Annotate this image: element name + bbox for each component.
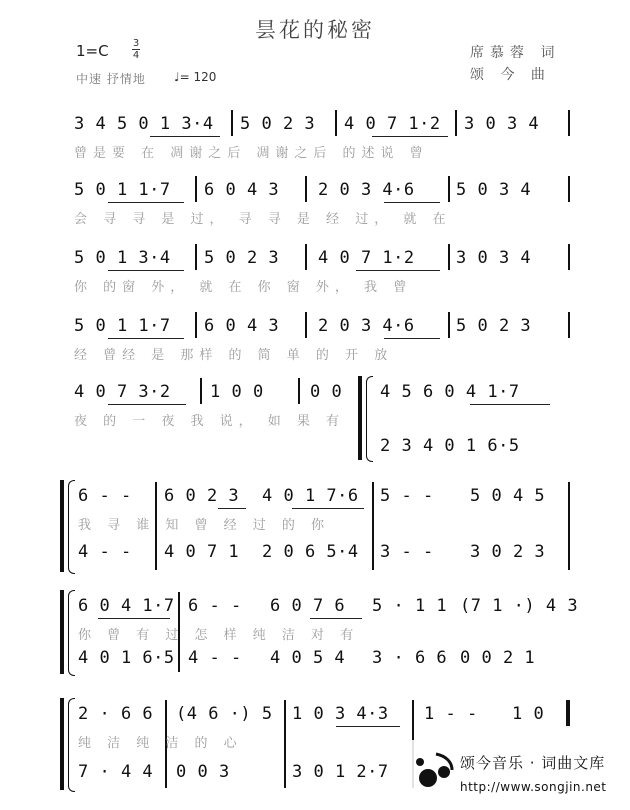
lyric-line: 纯 洁 纯 洁 的 心 [78, 736, 243, 751]
bar-line [335, 110, 337, 136]
measure: 2 0 3 4·6 [318, 180, 415, 200]
section-bar [60, 698, 64, 790]
score-title: 昙花的秘密 [255, 18, 375, 42]
bar-line [568, 176, 570, 202]
bar-line [372, 482, 374, 570]
composer-credit: 颂 今 曲 [470, 67, 551, 83]
beam-underline [356, 270, 440, 271]
staff-brace [68, 480, 75, 574]
bar-line [568, 482, 570, 570]
beam-underline [150, 136, 220, 137]
tempo-marking: 中速 抒情地 [76, 72, 146, 86]
measure-lower-voice: 3 - - [380, 542, 434, 562]
measure: 5 0 1 1·7 [74, 316, 171, 336]
measure: 6 0 2 3 [164, 486, 240, 506]
lyric-line: 曾是要 在 凋谢之后 凋谢之后 的述说 曾 [74, 146, 429, 161]
bar-line [448, 176, 450, 202]
section-bar [60, 480, 64, 572]
lyric-line: 会 寻 寻 是 过， 寻 寻 是 经 过， 就 在 [74, 212, 452, 227]
bar-line [568, 244, 570, 270]
measure-lower-voice: 4 0 1 6·5 [78, 648, 175, 668]
measure: 0 0 [310, 382, 343, 402]
score-system [0, 372, 630, 462]
measure: 2 0 3 4·6 [318, 316, 415, 336]
bar-line [200, 378, 202, 404]
measure: 6 0 4 3 [204, 180, 280, 200]
measure: 5 0 2 3 [456, 316, 532, 336]
measure: 5 0 3 4 [456, 180, 532, 200]
measure-lower-voice: 2 0 6 5·4 [262, 542, 359, 562]
bar-line [284, 700, 286, 788]
measure-lower-voice: 4 0 7 1 [164, 542, 240, 562]
bar-line [448, 312, 450, 338]
bar-line [305, 176, 307, 202]
beam-underline [310, 618, 362, 619]
bar-line [455, 110, 457, 136]
measure: 6 0 7 6 [270, 596, 346, 616]
staff-brace [366, 376, 373, 462]
lyric-line: 经 曾经 是 那样 的 简 单 的 开 放 [74, 348, 394, 363]
time-signature-top: 3 [132, 38, 140, 49]
measure: 4 0 7 1·2 [344, 114, 441, 134]
measure: 5 0 1 3·4 [74, 248, 171, 268]
score-system [0, 170, 630, 230]
measure: 1 0 3 4·3 [292, 704, 389, 724]
measure-lower-voice: 4 - - [78, 542, 132, 562]
measure: 4 5 6 0 4 1·7 [380, 382, 520, 402]
measure: 6 - - [78, 486, 132, 506]
measure-lower-voice: 0 0 3 [176, 762, 230, 782]
measure: 6 - - [188, 596, 242, 616]
bar-line [568, 110, 570, 136]
watermark [408, 740, 630, 810]
beam-underline [372, 136, 448, 137]
score-system [0, 238, 630, 298]
measure: 6 0 4 3 [204, 316, 280, 336]
bar-line [305, 312, 307, 338]
bar-line [305, 244, 307, 270]
beam-underline [108, 202, 184, 203]
score-system [0, 476, 630, 576]
measure: 5 0 4 5 [470, 486, 546, 506]
lyric-line: 你 的窗 外， 就 在 你 窗 外， 我 曾 [74, 280, 413, 295]
beam-underline [108, 270, 184, 271]
measure-lower-voice: 7 · 4 4 [78, 762, 154, 782]
beam-underline [98, 618, 170, 619]
measure-lower-voice: 4 - - [188, 648, 242, 668]
beam-underline [292, 508, 364, 509]
score-system [0, 586, 630, 676]
measure: 6 0 4 1·7 [78, 596, 175, 616]
measure: 5 0 2 3 [240, 114, 316, 134]
measure: 3 0 3 4 [464, 114, 540, 134]
measure: 5 - - [380, 486, 434, 506]
measure: 4 0 1 7·6 [262, 486, 359, 506]
time-signature [132, 38, 140, 61]
beam-underline [384, 338, 440, 339]
lyric-line: 你 曾 有 过 怎 样 纯 洁 对 有 [78, 628, 360, 643]
measure-lower-voice: 2 3 4 0 1 6·5 [380, 436, 520, 456]
measure: 1 - - [424, 704, 478, 724]
measure-lower-voice: 3 0 1 2·7 [292, 762, 389, 782]
measure: 3 0 3 4 [456, 248, 532, 268]
measure: 5 · 1 1 [372, 596, 448, 616]
measure: (7 1 ·) 4 3 [460, 596, 579, 616]
section-double-bar [358, 376, 362, 460]
measure-lower-voice: 0 0 2 1 [460, 648, 536, 668]
bar-line [298, 378, 300, 404]
staff-brace [68, 698, 75, 792]
score-system [0, 306, 630, 366]
beam-underline [108, 338, 184, 339]
measure-lower-voice: 3 · 6 6 [372, 648, 448, 668]
beam-underline [384, 202, 440, 203]
bar-line [195, 244, 197, 270]
beam-underline [218, 508, 246, 509]
quarter-note-icon: ♩ [174, 70, 180, 84]
tempo-bpm: ♩= 120 [174, 70, 217, 84]
time-signature-bottom: 4 [132, 50, 140, 61]
measure: 5 0 1 1·7 [74, 180, 171, 200]
final-bar [566, 700, 570, 726]
lyric-line: 夜 的 一 夜 我 说， 如 果 有 [74, 414, 346, 429]
measure: 4 0 7 3·2 [74, 382, 171, 402]
watermark-url: http://www.songjin.net [460, 780, 607, 794]
beam-underline [108, 404, 186, 405]
measure: 3 4 5 0 1 3·4 [74, 114, 214, 134]
watermark-text: 颂今音乐 · 词曲文库 [460, 754, 606, 772]
measure: 1 0 0 [210, 382, 264, 402]
bar-line [195, 176, 197, 202]
score-system [0, 104, 630, 164]
measure: 2 · 6 6 [78, 704, 154, 724]
bar-line [448, 244, 450, 270]
staff-brace [68, 590, 75, 676]
section-bar [60, 590, 64, 674]
measure-lower-voice: 4 0 5 4 [270, 648, 346, 668]
lyricist-credit: 席慕蓉 词 [470, 45, 561, 61]
lyric-line: 我 寻 谁 知 曾 经 过 的 你 [78, 518, 331, 533]
bar-line [568, 312, 570, 338]
bar-line [195, 312, 197, 338]
beam-underline [470, 404, 550, 405]
beam-underline [336, 726, 400, 727]
key-signature: 1=C [76, 42, 109, 60]
measure: 1 0 [512, 704, 545, 724]
music-note-logo-icon [408, 748, 456, 796]
measure: 4 0 7 1·2 [318, 248, 415, 268]
measure-lower-voice: 3 0 2 3 [470, 542, 546, 562]
measure: 5 0 2 3 [204, 248, 280, 268]
bar-line [231, 110, 233, 136]
measure: (4 6 ·) 5 [176, 704, 273, 724]
